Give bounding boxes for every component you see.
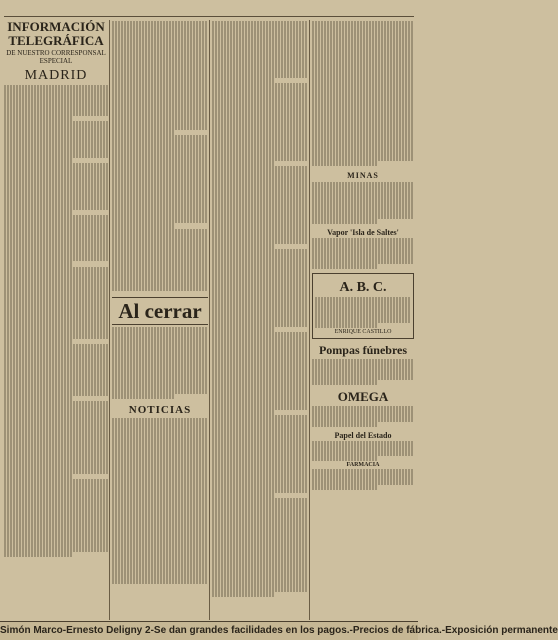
column-3 xyxy=(212,20,308,620)
omega-text xyxy=(312,406,414,427)
farmacia-heading: FARMACIA xyxy=(346,462,380,469)
vapor-text xyxy=(312,238,414,269)
column-1 xyxy=(4,20,108,620)
pompas-heading: Pompas fúnebres xyxy=(318,343,408,357)
column-2-text-top xyxy=(112,21,208,291)
column-rule xyxy=(109,20,110,620)
column-2-text-bottom xyxy=(112,418,208,584)
footer-ad-banner: Simón Marco-Ernesto Deligny 2-Se dan grandes facilidades en los pagos.-Precios de fábrica.-Exposición permanente xyxy=(0,621,418,640)
vapor-heading: Vapor 'Isla de Saltes' xyxy=(327,227,399,237)
column-2 xyxy=(112,20,208,620)
telegraph-city: MADRID xyxy=(24,68,88,83)
masthead xyxy=(4,4,414,17)
column-1-text xyxy=(4,85,108,557)
column-3-text xyxy=(212,21,308,597)
abc-text xyxy=(315,297,411,328)
pompas-text xyxy=(312,359,414,385)
enrique-castillo: ENRIQUE CASTILLO xyxy=(334,329,392,335)
column-rule xyxy=(309,20,310,620)
papel-text xyxy=(312,441,414,462)
omega-heading: OMEGA xyxy=(337,388,389,404)
abc-heading: A. B. C. xyxy=(339,279,387,295)
column-2-text-mid xyxy=(112,327,208,400)
column-rule xyxy=(209,20,210,620)
al-cerrar-heading: Al cerrar xyxy=(112,297,208,325)
noticias-heading: NOTICIAS xyxy=(128,404,192,417)
telegraph-subtitle: DE NUESTRO CORRESPONSAL ESPECIAL xyxy=(6,49,106,65)
telegraph-title: INFORMACIÓN TELEGRÁFICA xyxy=(7,19,105,48)
abc-ad xyxy=(312,273,414,339)
column-4-text-top xyxy=(312,21,414,166)
papel-heading: Papel del Estado xyxy=(334,430,392,440)
minas-text xyxy=(312,182,414,224)
column-4-ads xyxy=(312,20,414,620)
minas-heading: MINAS xyxy=(347,171,379,181)
farmacia-text xyxy=(312,469,414,490)
